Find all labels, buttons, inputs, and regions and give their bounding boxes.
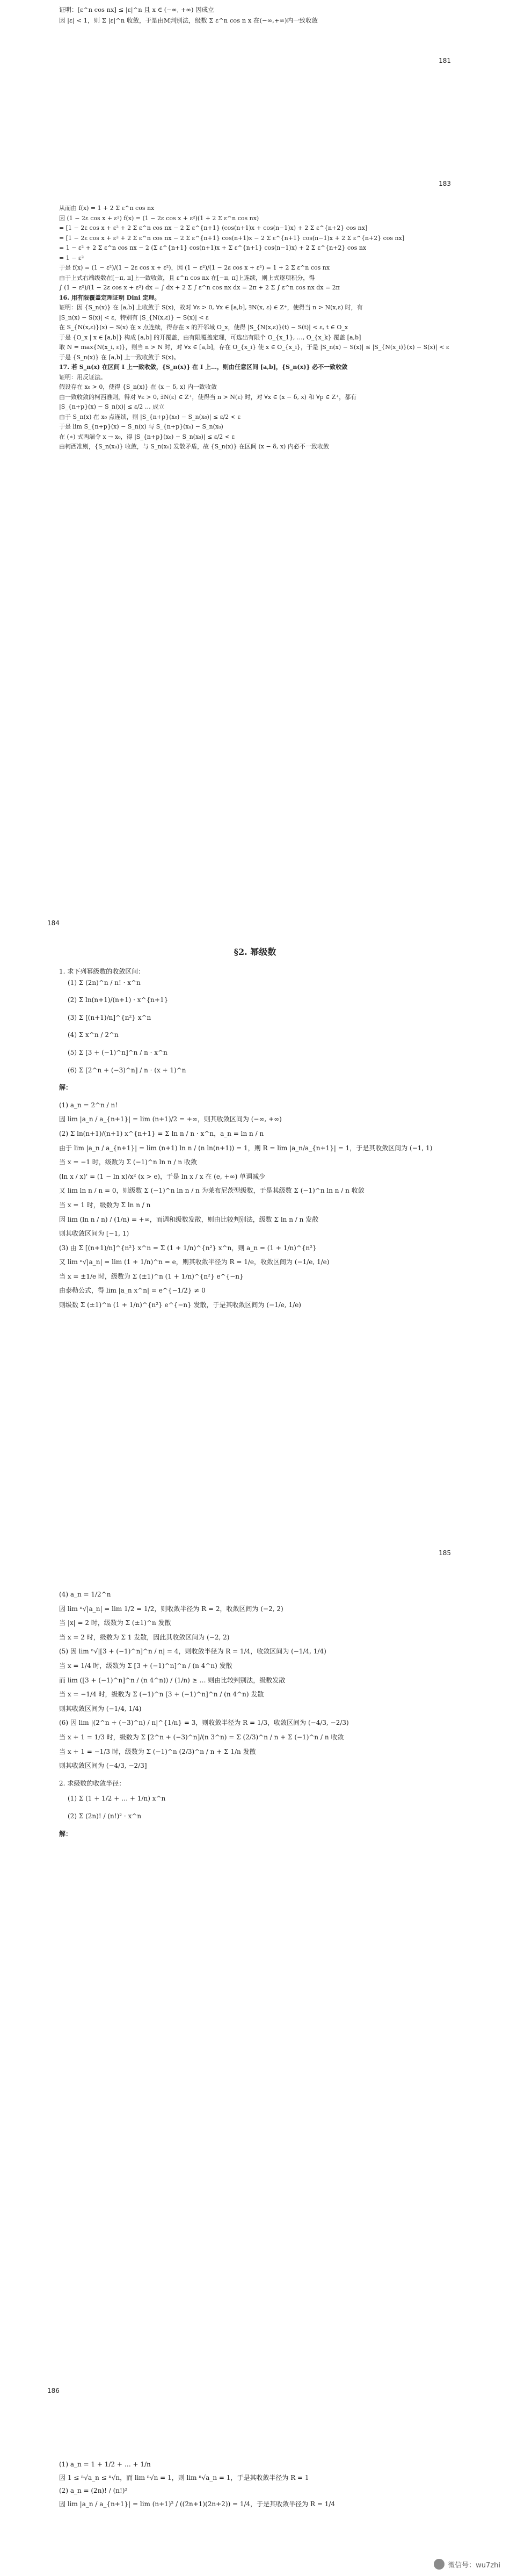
text-line: (ln x / x)' = (1 − ln x)/x² (x > e)，于是 ln x / x 在 (e, +∞) 单调减少 <box>59 1172 266 1180</box>
watermark-text: 微信号：wu7zhi <box>448 2561 500 2570</box>
text-line: 在 S_{N(x,ε)}(x) − S(x) 在 x 点连续，得存在 x 的开邻域 O_x，使得 |S_{N(x,ε)}(t) − S(t)| < ε, t ∈ O_x <box>59 324 348 331</box>
problem-item: (3) Σ [(n+1)/n]^{n²} x^n <box>68 1013 151 1021</box>
text-line: 证明：[ε^n cos nx] ≤ |ε|^n 且 x ∈ (−∞, +∞) 因成立 <box>59 6 214 13</box>
solution-label: 解： <box>59 1084 72 1092</box>
text-line: 从而由 f(x) = 1 + 2 Σ ε^n cos nx <box>59 205 155 212</box>
problem-item: (6) Σ [2^n + (−3)^n] / n · (x + 1)^n <box>68 1066 186 1074</box>
text-line: (5) 因 lim ⁿ√|[3 + (−1)^n]^n / n| = 4，则收敛半径为 R = 1/4，收敛区间为 (−1/4, 1/4) <box>59 1648 326 1656</box>
text-line: 由于上式右端级数在[−π, π]上一致收敛，且 ε^n cos nx 在[−π, π]上连续，则上式逐项积分，得 <box>59 274 315 281</box>
page1-content <box>59 5 451 27</box>
text-line: 在 (∗) 式两端令 x → x₀，得 |S_{n+p}(x₀) − S_n(x₀)| ≤ ε/2 < ε <box>59 433 235 440</box>
text-line: 当 x = 1 时，级数为 Σ ln n / n <box>59 1201 151 1209</box>
text-line: = [1 − 2ε cos x + ε² + 2 Σ ε^n cos nx − 2 Σ ε^{n+1} cos(n+1)x − 2 Σ ε^{n+1} cos(n−1)x + 2 Σ ε^{n+2} cos nx] <box>59 234 405 242</box>
text-line: 则其收敛区间为 [−1, 1) <box>59 1230 129 1238</box>
problem-item: (5) Σ [3 + (−1)^n]^n / n · x^n <box>68 1048 167 1056</box>
text-line: 又 lim ⁿ√|a_n| = lim (1 + 1/n)^n = e，则其收敛半径为 R = 1/e，收敛区间为 (−1/e, 1/e) <box>59 1258 330 1266</box>
text-line: |S_{n+p}(x) − S_n(x)| ≤ ε/2 … 成立 <box>59 403 165 410</box>
text-line: 由于 lim |a_n / a_{n+1}| = lim (n+1) ln n / (n ln(n+1)) = 1，则 R = lim |a_n/a_{n+1}| = 1，于是其收敛区间为 (−1, 1) <box>59 1144 433 1152</box>
text-line: 证明：因 {S_n(x)} 在 [a,b] 上收敛于 S(x)，故对 ∀ε > 0, ∀x ∈ [a,b], ∃N(x, ε) ∈ Z⁺，使得当 n > N(x,ε) 时，有 <box>59 304 363 311</box>
text-line: 当 x + 1 = 1/3 时，级数为 Σ [2^n + (−3)^n]/(n 3^n) = Σ (2/3)^n / n + Σ (−1)^n / n 收敛 <box>59 1733 344 1741</box>
text-line: 因 lim (ln n / n) / (1/n) = +∞，而调和级数发散，则由比较判别法，级数 Σ ln n / n 发散 <box>59 1215 319 1223</box>
text-line: (1) a_n = 2^n / n! <box>59 1101 118 1109</box>
text-line: (4) a_n = 1/2^n <box>59 1591 111 1598</box>
text-line: |S_n(x) − S(x)| < ε，特别有 |S_{N(x,ε)} − S(x)| < ε <box>59 314 209 321</box>
page-number: 185 <box>439 1549 451 1557</box>
page-number: 183 <box>439 180 451 187</box>
text-line: 于是 lim S_{n+p}(x) − S_n(x) 与 S_{n+p}(x₀) − S_n(x₀) <box>59 423 223 430</box>
text-line: 假设存在 x₀ > 0，使得 {S_n(x)} 在 (x − δ, x) 内一致收敛 <box>59 383 217 390</box>
text-line: 于是 f(x) = (1 − ε²)/(1 − 2ε cos x + ε²)，因 (1 − ε²)/(1 − 2ε cos x + ε²) = 1 + 2 Σ ε^n cos nx <box>59 264 330 271</box>
text-line: 当 |x| = 2 时，级数为 Σ (±1)^n 发散 <box>59 1619 171 1627</box>
text-line: 则其收敛区间为 (−1/4, 1/4) <box>59 1704 142 1713</box>
text-line: 于是 {S_n(x)} 在 [a,b] 上一致收敛于 S(x)。 <box>59 353 180 361</box>
page-number: 186 <box>47 2387 60 2394</box>
text-line: (2) a_n = (2n)! / (n!)² <box>59 2487 128 2495</box>
problem-item: (1) Σ (1 + 1/2 + … + 1/n) x^n <box>68 1795 166 1803</box>
text-line: 因 (1 − 2ε cos x + ε²) f(x) = (1 − 2ε cos x + ε²)(1 + 2 Σ ε^n cos nx) <box>59 214 259 222</box>
text-line: 因 |ε| < 1，则 Σ |ε|^n 收敛，于是由M判别法，级数 Σ ε^n cos n x 在(−∞,+∞)内一致收敛 <box>59 16 318 24</box>
text-line: 又 lim ln n / n = 0，则级数 Σ (−1)^n ln n / n 为莱布尼茨型级数，于是其级数 Σ (−1)^n ln n / n 收敛 <box>59 1187 365 1195</box>
text-line: 而 lim ([3 + (−1)^n]^n / (n 4^n)) / (1/n) ≥ … 则由比较判别法，级数发散 <box>59 1676 286 1684</box>
solution-label: 解： <box>59 1830 72 1838</box>
watermark <box>434 2559 500 2570</box>
text-line: 由一致收敛的柯西准则，得对 ∀ε > 0, ∃N(ε) ∈ Z⁺，使得当 n > N(ε) 时，对 ∀x ∈ (x − δ, x) 和 ∀p ∈ Z⁺，都有 <box>59 393 357 401</box>
text-line: (3) 由 Σ [(n+1)/n]^{n²} x^n = Σ (1 + 1/n)^{n²} x^n，则 a_n = (1 + 1/n)^{n²} <box>59 1244 317 1252</box>
page-number: 181 <box>439 57 451 64</box>
text-line: 当 x = 1/4 时，级数为 Σ [3 + (−1)^n]^n / (n 4^n) 发散 <box>59 1661 232 1670</box>
text-line: 则级数 Σ (±1)^n (1 + 1/n)^{n²} e^{−n} 发散，于是其收敛区间为 (−1/e, 1/e) <box>59 1301 301 1309</box>
text-line: (2) Σ ln(n+1)/(n+1) x^{n+1} = Σ ln n / n · x^n，a_n = ln n / n <box>59 1129 264 1137</box>
text-line: ∫ (1 − ε²)/(1 − 2ε cos x + ε²) dx = ∫ dx + 2 Σ ∫ ε^n cos nx dx = 2π + 2 Σ ∫ ε^n cos nx dx = 2π <box>59 284 340 291</box>
text-line: 当 x = −1/4 时，级数为 Σ (−1)^n [3 + (−1)^n]^n / (n 4^n) 发散 <box>59 1690 264 1699</box>
text-line: 由柯西准则，{S_n(x₀)} 收敛，与 S_n(x₀) 发散矛盾，故 {S_n(x)} 在区间 (x − δ, x) 内必不一致收敛 <box>59 443 329 450</box>
page5-content <box>59 2459 451 2512</box>
text-line: = 1 − ε² + 2 Σ ε^n cos nx − 2 (Σ ε^{n+1} cos(n+1)x + Σ ε^{n+1} cos(n−1)x) + 2 Σ ε^{n+2} cos nx <box>59 244 367 251</box>
text-line: 因 lim |a_n / a_{n+1}| = lim (n+1)/2 = +∞，则其收敛区间为 (−∞, +∞) <box>59 1115 282 1123</box>
text-line: 取 N = max{N(x_i, ε)}，则当 n > N 时，对 ∀x ∈ [a,b]，存在 O_{x_i} 使 x ∈ O_{x_i}，于是 |S_n(x) − S(x)| ≤ |S_{N(x_i)}(x) − S(x)| < ε <box>59 344 449 351</box>
problem-intro: 2. 求级数的收敛半径： <box>59 1779 126 1787</box>
text-line: = [1 − 2ε cos x + ε² + 2 Σ ε^n cos nx − 2 Σ ε^{n+1} (cos(n+1)x + cos(n−1)x) + 2 Σ ε^{n+2} cos nx] <box>59 224 368 231</box>
problem-item: (2) Σ (2n)! / (n!)² · x^n <box>68 1812 142 1820</box>
text-line: 因 lim ⁿ√|a_n| = lim 1/2 = 1/2，则收敛半径为 R = 2，收敛区间为 (−2, 2) <box>59 1605 283 1613</box>
text-line: 因 lim |a_n / a_{n+1}| = lim (n+1)² / ((2n+1)(2n+2)) = 1/4，于是其收敛半径为 R = 1/4 <box>59 2500 336 2508</box>
wechat-icon <box>434 2559 445 2570</box>
problem-item: (4) Σ x^n / 2^n <box>68 1031 119 1039</box>
problem-heading: 17. 若 S_n(x) 在区间 I 上一致收敛，{S_n(x)} 在 I 上…，则由任意区间 [a,b]，{S_n(x)} 必不一致收敛 <box>59 364 348 371</box>
page2-content <box>59 204 451 453</box>
text-line: (1) a_n = 1 + 1/2 + … + 1/n <box>59 2461 151 2468</box>
text-line: 当 x = −1 时，级数为 Σ (−1)^n ln n / n 收敛 <box>59 1158 197 1166</box>
text-line: 当 x = ±1/e 时，级数为 Σ (±1)^n (1 + 1/n)^{n²} e^{−n} <box>59 1272 244 1280</box>
text-line: 于是 {O_x | x ∈ [a,b]} 构成 [a,b] 的开覆盖，由有限覆盖定理，可选出有限个 O_{x_1}, …, O_{x_k} 覆盖 [a,b] <box>59 333 361 341</box>
problem-item: (2) Σ ln(n+1)/(n+1) · x^{n+1} <box>68 996 169 1004</box>
text-line: 则其收敛区间为 (−4/3, −2/3] <box>59 1762 147 1770</box>
problem-intro: 1. 求下列幂级数的收敛区间： <box>59 968 145 975</box>
text-line: 当 x + 1 = −1/3 时，级数为 Σ (−1)^n (2/3)^n / n + Σ 1/n 发散 <box>59 1747 256 1755</box>
problem-item: (1) Σ (2n)^n / n! · x^n <box>68 978 141 986</box>
text-line: 证明：用反证法。 <box>59 373 106 381</box>
text-line: 由泰勒公式，得 lim |a_n x^n| = e^{−1/2} ≠ 0 <box>59 1287 206 1295</box>
text-line: (6) 因 lim |(2^n + (−3)^n) / n|^{1/n} = 3，则收敛半径为 R = 1/3，收敛区间为 (−4/3, −2/3) <box>59 1719 349 1727</box>
text-line: 因 1 ≤ ⁿ√a_n ≤ ⁿ√n，而 lim ⁿ√n = 1，则 lim ⁿ√a_n = 1，于是其收敛半径为 R = 1 <box>59 2473 309 2481</box>
problem-heading: 16. 用有限覆盖定理证明 Dini 定理。 <box>59 294 161 301</box>
text-line: 当 x = 2 时，级数为 Σ 1 发散，因此其收敛区间为 (−2, 2) <box>59 1633 230 1641</box>
section-title: §2. 幂级数 <box>234 947 276 957</box>
page3-content <box>59 967 451 1315</box>
page-number: 184 <box>47 919 60 927</box>
text-line: 由于 S_n(x) 在 x₀ 点连续，则 |S_{n+p}(x₀) − S_n(x₀)| ≤ ε/2 < ε <box>59 413 241 420</box>
page4-content <box>59 1590 451 1840</box>
text-line: = 1 − ε² <box>59 254 84 262</box>
